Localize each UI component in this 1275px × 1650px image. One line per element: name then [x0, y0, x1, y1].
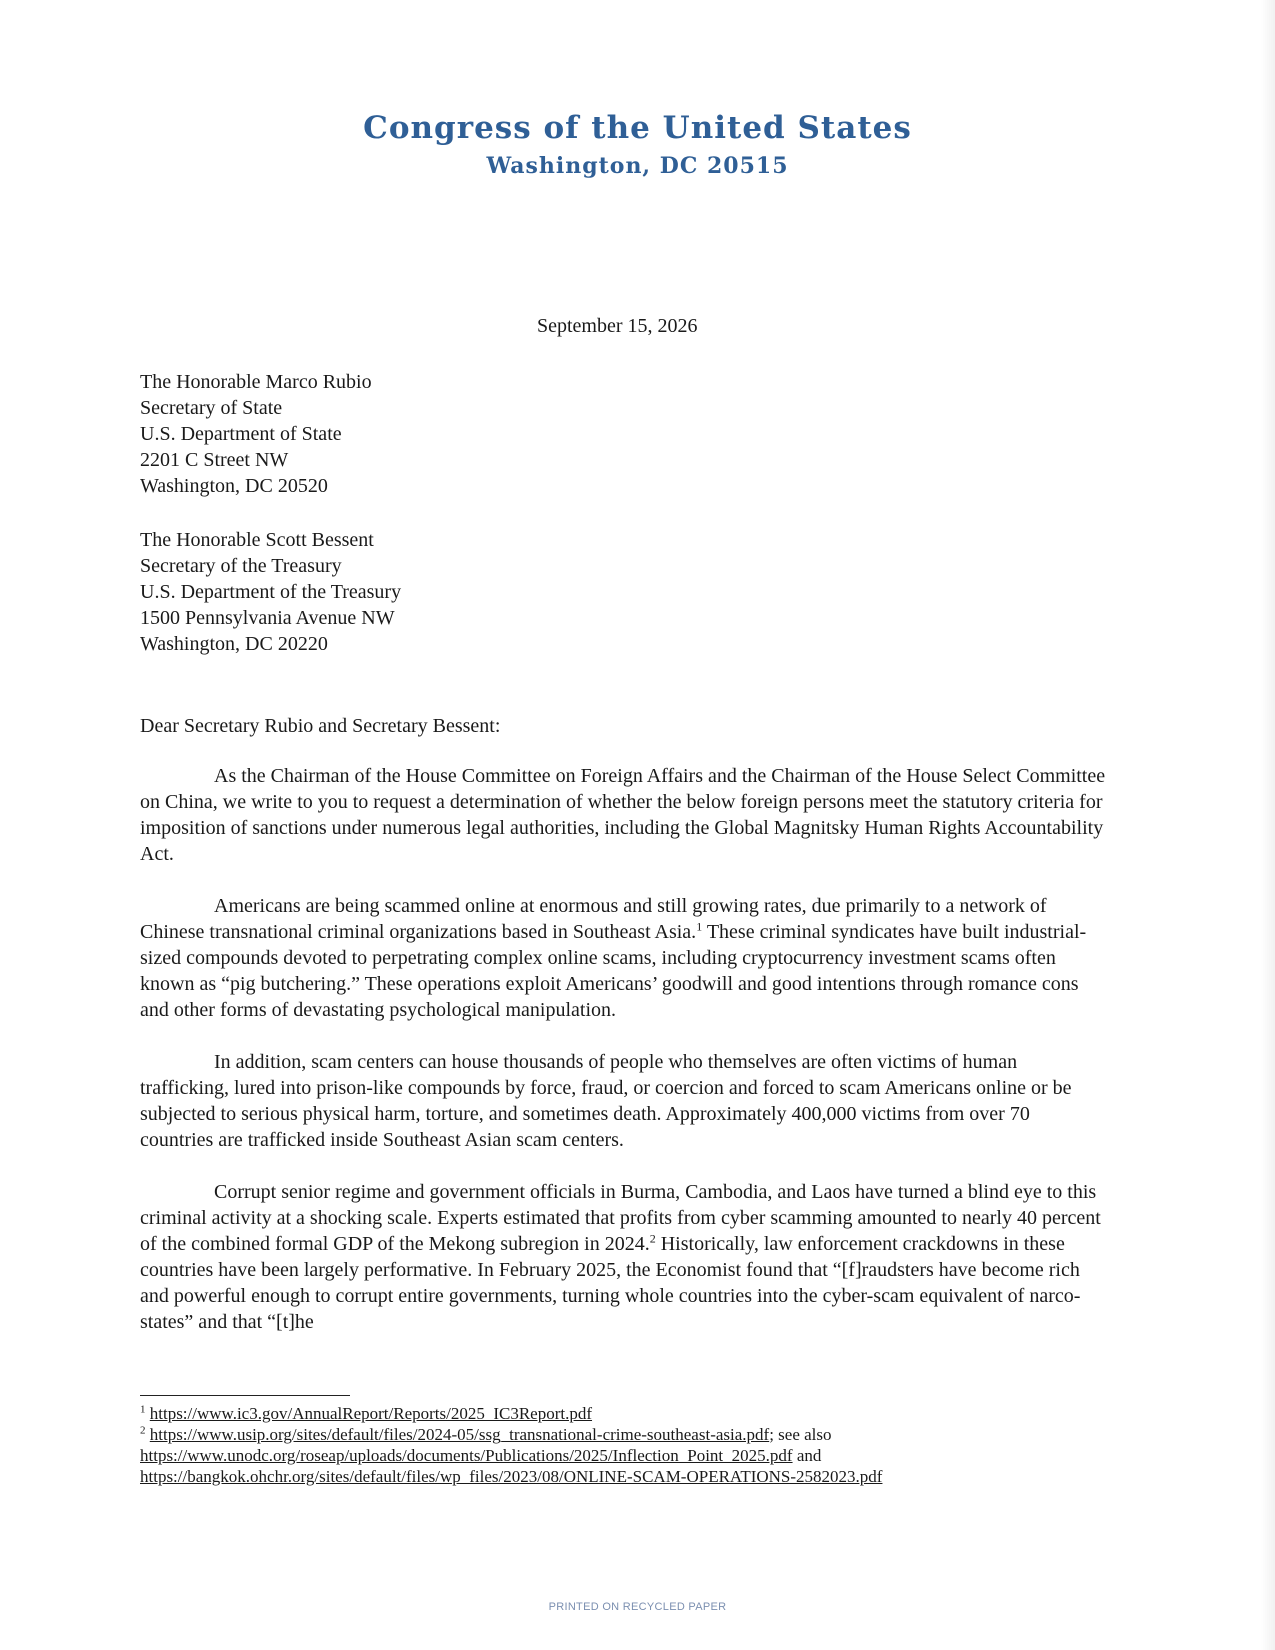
recipient-address-rubio	[140, 369, 372, 499]
address-line: Washington, DC 20220	[140, 633, 328, 655]
footnote-number: 1	[140, 1403, 146, 1416]
address-line: 2201 C Street NW	[140, 449, 289, 471]
footnote-number: 2	[140, 1424, 146, 1437]
paragraph-text: As the Chairman of the House Committee on Foreign Affairs and the Chairman of the House Select Committee on China, we write to you to request a determination of whether the below foreign persons meet the statutory criteria for imposition of sanctions under numerous legal authorities, including the Global Magnitsky Human Rights Accountability Act.	[140, 765, 1106, 865]
footnote-divider	[140, 1395, 350, 1396]
footnote-link[interactable]: https://www.unodc.org/roseap/uploads/documents/Publications/2025/Inflection_Point_2025.pdf	[140, 1446, 793, 1465]
body-paragraph	[140, 763, 1108, 867]
footnote-link[interactable]: https://www.usip.org/sites/default/files/2024-05/ssg_transnational-crime-southeast-asia.pdf	[149, 1425, 770, 1444]
letter-body	[140, 763, 1108, 1335]
footnote-link[interactable]: https://bangkok.ohchr.org/sites/default/files/wp_files/2023/08/ONLINE-SCAM-OPERATIONS-2582023.pdf	[140, 1467, 883, 1486]
paragraph-text: These criminal syndicates have built industrial-sized compounds devoted to perpetrating complex online scams, including cryptocurrency investment scams often known as “pig butchering.” These operations exploit Americans’ goodwill and good intentions through romance cons and other forms of devastating psychological manipulation.	[140, 921, 1087, 1021]
footnote-ref-1[interactable]: 1	[696, 919, 703, 934]
footnote-ref-2[interactable]: 2	[649, 1231, 656, 1246]
scan-edge-shadow	[1261, 0, 1275, 1650]
letterhead-title: Congress of the United States	[363, 110, 912, 146]
address-line: Secretary of State	[140, 397, 283, 419]
body-paragraph	[140, 893, 1108, 1023]
address-line: Washington, DC 20520	[140, 475, 328, 497]
footnotes	[140, 1403, 1140, 1487]
footnote-2-cont	[140, 1445, 1140, 1466]
paragraph-text: In addition, scam centers can house thousands of people who themselves are often victims of human trafficking, lured into prison-like compounds by force, fraud, or coercion and forced to scam Americans online or be subjected to serious physical harm, torture, and sometimes death. Approximately 400,000 victims from over 70 countries are trafficked inside Southeast Asian scam centers.	[140, 1051, 1072, 1151]
footnote-1	[140, 1403, 1140, 1424]
footnote-link[interactable]: https://www.ic3.gov/AnnualReport/Reports/2025_IC3Report.pdf	[149, 1404, 593, 1423]
footnote-2-cont	[140, 1466, 1140, 1487]
body-paragraph	[140, 1049, 1108, 1153]
footnote-text: and	[792, 1446, 822, 1465]
address-line: The Honorable Scott Bessent	[140, 529, 374, 551]
letterhead-subtitle: Washington, DC 20515	[486, 153, 789, 179]
salutation: Dear Secretary Rubio and Secretary Bessent:	[140, 715, 501, 737]
letter-date: September 15, 2026	[537, 315, 698, 337]
recycled-paper-footer: PRINTED ON RECYCLED PAPER	[548, 1601, 727, 1613]
address-line: U.S. Department of the Treasury	[140, 581, 402, 603]
footnote-2	[140, 1424, 1140, 1445]
address-line: The Honorable Marco Rubio	[140, 371, 372, 393]
address-line: 1500 Pennsylvania Avenue NW	[140, 607, 395, 629]
paragraph-text: Corrupt senior regime and government officials in Burma, Cambodia, and Laos have turned a blind eye to this criminal activity at a shocking scale. Experts estimated that profits from cyber scamming amounted to nearly 40 percent of the combined formal GDP of the Mekong subregion in 2024.	[140, 1181, 1101, 1255]
address-line: Secretary of the Treasury	[140, 555, 342, 577]
letterhead	[0, 108, 1275, 182]
footnote-text: ; see also	[769, 1425, 832, 1444]
paragraph-text: Historically, law enforcement crackdowns in these countries have been largely performative. In February 2025, the Economist found that “[f]raudsters have become rich and powerful enough to corrupt entire governments, turning whole countries into the cyber-scam equivalent of narco-states” and that “[t]he	[140, 1233, 1081, 1333]
recipient-address-bessent	[140, 527, 401, 657]
body-paragraph	[140, 1179, 1108, 1335]
address-line: U.S. Department of State	[140, 423, 342, 445]
paragraph-text: Americans are being scammed online at enormous and still growing rates, due primarily to a network of Chinese transnational criminal organizations based in Southeast Asia.	[140, 895, 1047, 943]
